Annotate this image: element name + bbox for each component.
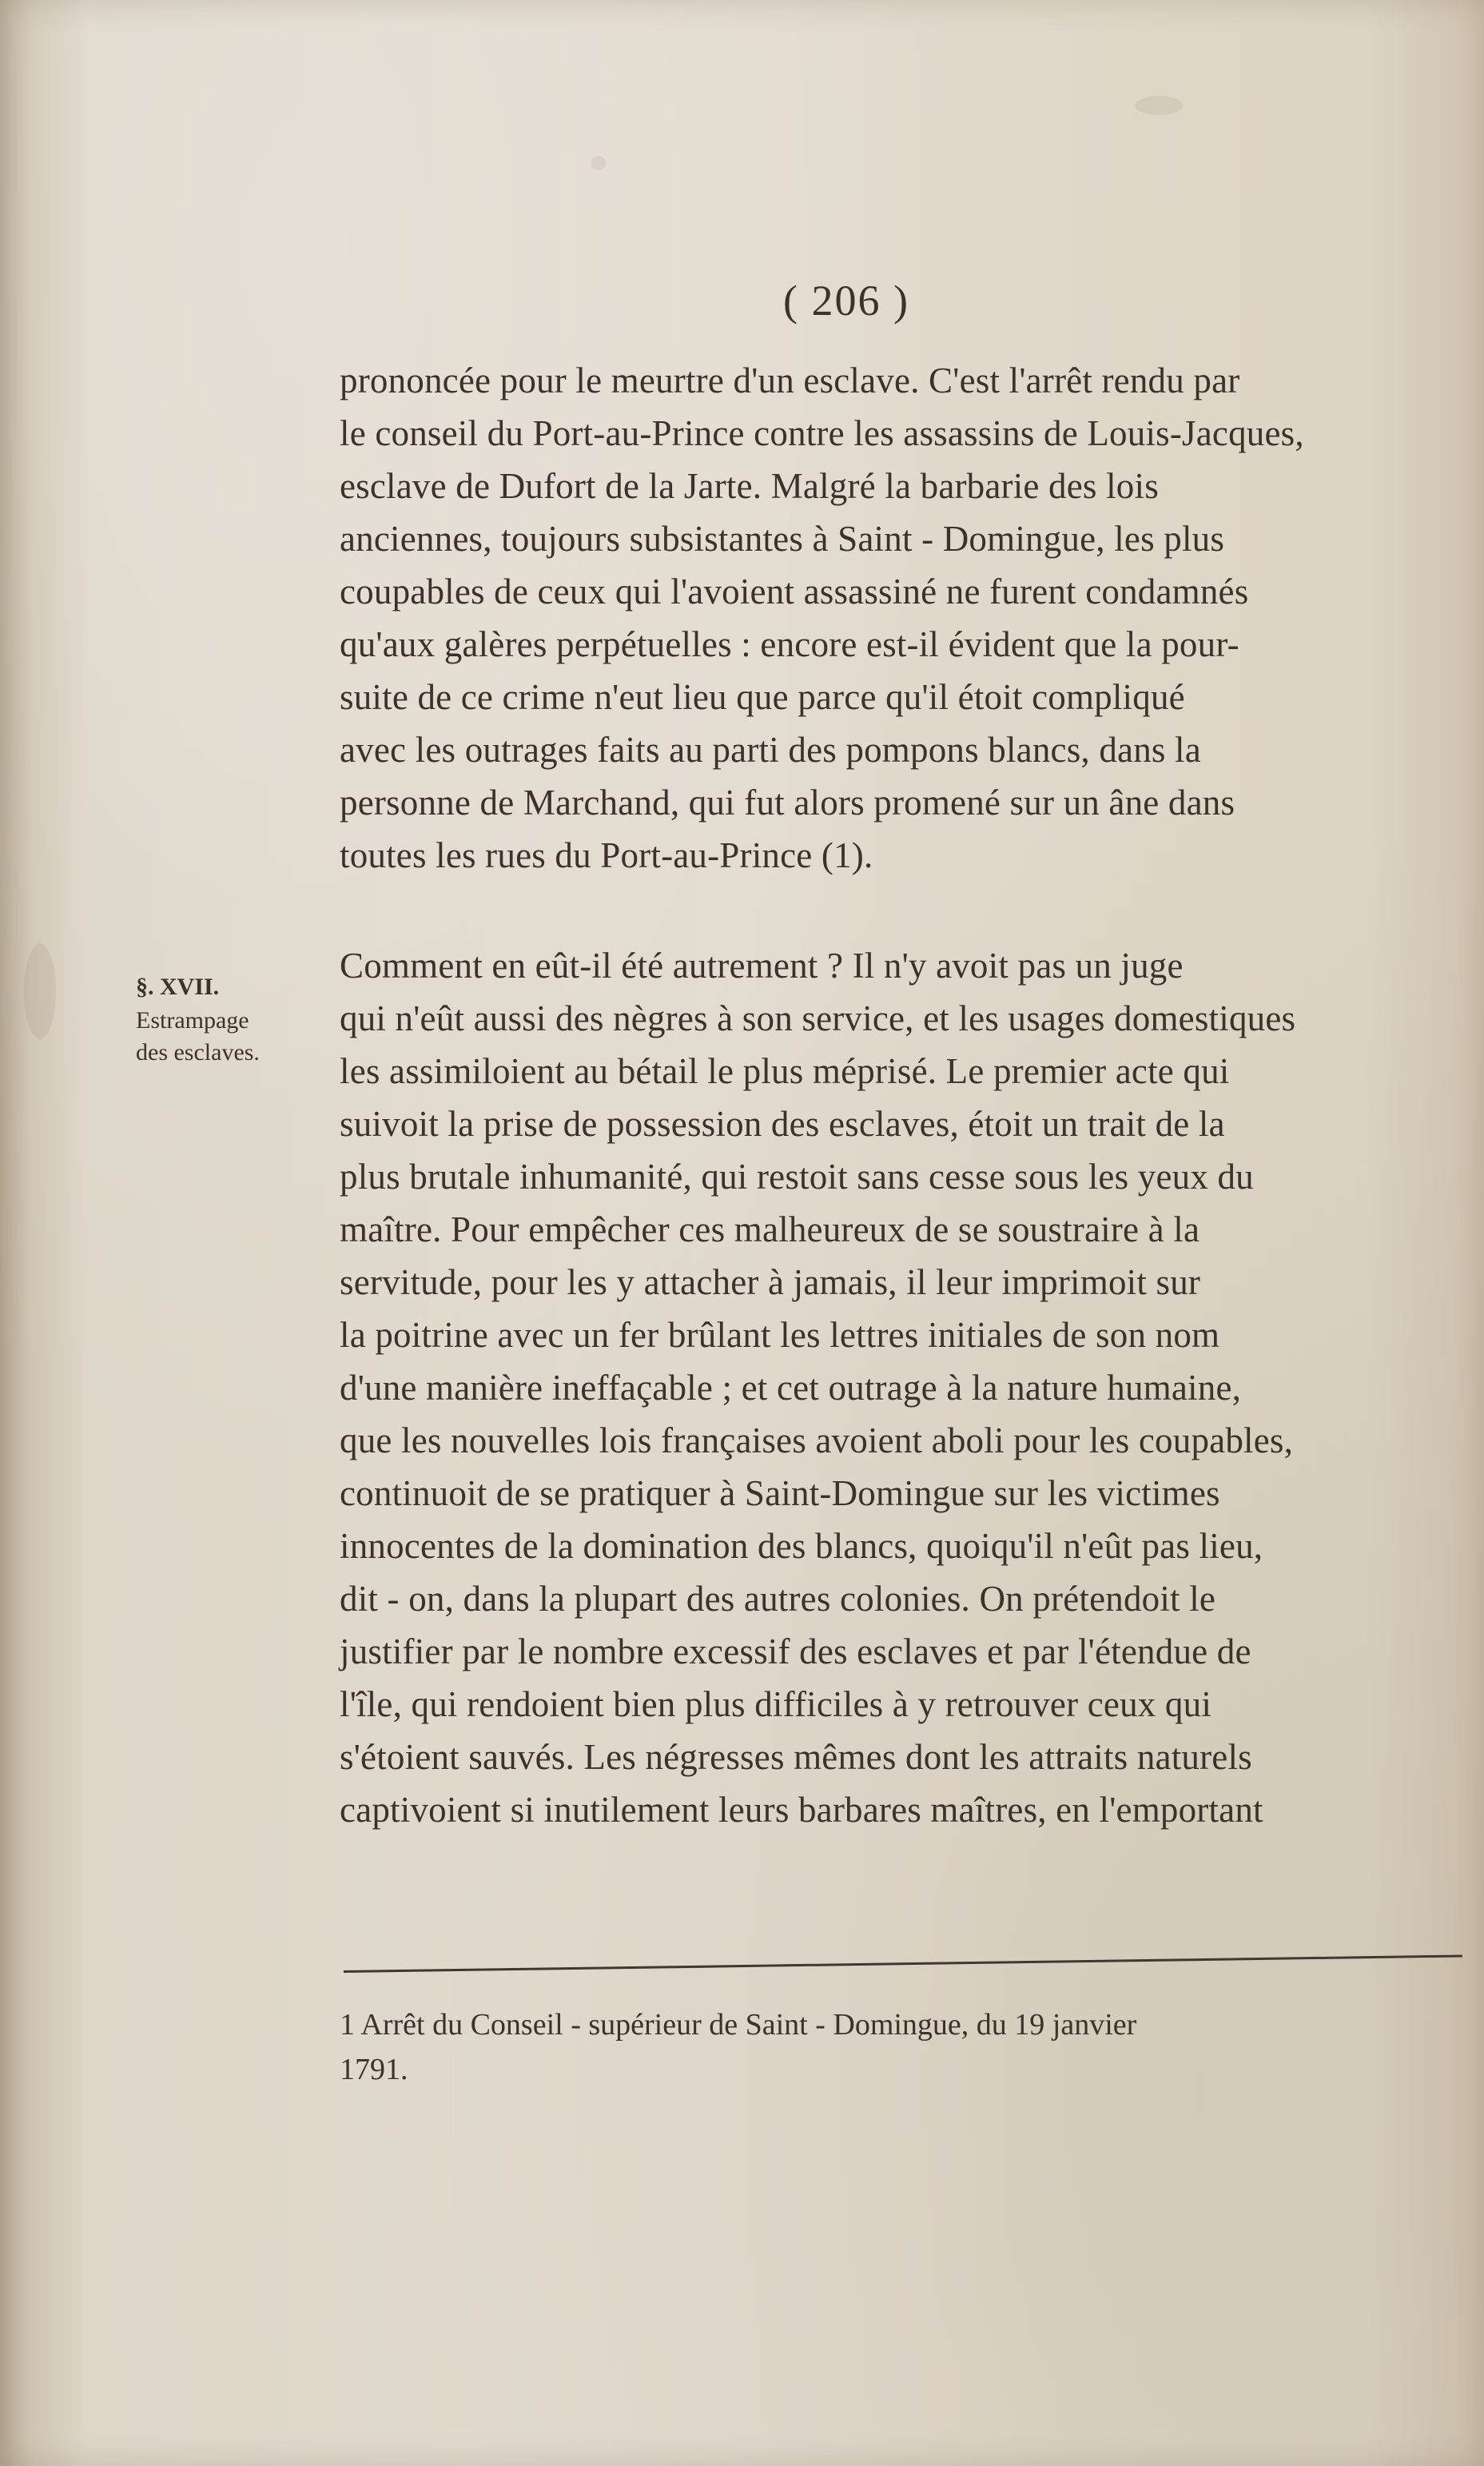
text-line: captivoient si inutilement leurs barbares maîtres, en l'emportant <box>340 1790 1263 1830</box>
section-gap <box>340 882 1474 939</box>
text-line: esclave de Dufort de la Jarte. Malgré la barbarie des lois <box>340 466 1159 506</box>
text-line: plus brutale inhumanité, qui restoit sans cesse sous les yeux du <box>340 1157 1254 1197</box>
text-line: le conseil du Port-au-Prince contre les assassins de Louis-Jacques, <box>340 413 1304 453</box>
text-line: qu'aux galères perpétuelles : encore est-il évident que la pour- <box>340 624 1239 664</box>
text-line: continuoit de se pratiquer à Saint-Domingue sur les victimes <box>340 1473 1220 1513</box>
text-line: avec les outrages faits au parti des pompons blancs, dans la <box>340 730 1201 770</box>
margin-note <box>136 971 340 1069</box>
text-line: qui n'eût aussi des nègres à son service, et les usages domestiques <box>340 998 1296 1038</box>
text-line: toutes les rues du Port-au-Prince (1). <box>340 835 873 875</box>
text-line: anciennes, toujours subsistantes à Saint - Domingue, les plus <box>340 519 1225 559</box>
footnote-line: 1 Arrêt du Conseil - supérieur de Saint - Domingue, du 19 janvier <box>340 2008 1137 2042</box>
text-line: personne de Marchand, qui fut alors promené sur un âne dans <box>340 783 1235 823</box>
text-line: innocentes de la domination des blancs, quoiqu'il n'eût pas lieu, <box>340 1526 1263 1566</box>
text-line: servitude, pour les y attacher à jamais, il leur imprimoit sur <box>340 1262 1201 1302</box>
text-line: dit - on, dans la plupart des autres colonies. On prétendoit le <box>340 1579 1216 1619</box>
text-line: suite de ce crime n'eut lieu que parce qu'il étoit compliqué <box>340 677 1185 717</box>
section-label: §. XVII. <box>136 974 220 1000</box>
paragraph-1 <box>340 354 1474 882</box>
footnote-line: 1791. <box>340 2053 408 2086</box>
main-text <box>340 354 1474 1836</box>
text-line: coupables de ceux qui l'avoient assassiné ne furent condamnés <box>340 572 1249 612</box>
margin-note-line: des esclaves. <box>136 1039 260 1066</box>
text-line: s'étoient sauvés. Les négresses mêmes dont les attraits naturels <box>340 1737 1252 1777</box>
text-line: les assimiloient au bétail le plus méprisé. Le premier acte qui <box>340 1051 1230 1091</box>
text-line: suivoit la prise de possession des esclaves, étoit un trait de la <box>340 1104 1225 1144</box>
text-line: justifier par le nombre excessif des esclaves et par l'étendue de <box>340 1631 1251 1671</box>
text-line: Comment en eût-il été autrement ? Il n'y avoit pas un juge <box>340 946 1184 986</box>
margin-note-line: Estrampage <box>136 1007 249 1034</box>
text-line: l'île, qui rendoient bien plus difficiles à y retrouver ceux qui <box>340 1684 1212 1724</box>
text-line: prononcée pour le meurtre d'un esclave. C'est l'arrêt rendu par <box>340 361 1240 400</box>
footnote-rule <box>344 1954 1462 1973</box>
paper-stain <box>1135 96 1183 115</box>
text-line: d'une manière ineffaçable ; et cet outrage à la nature humaine, <box>340 1368 1242 1408</box>
paper-stain <box>24 943 56 1039</box>
page-number: ( 206 ) <box>783 277 909 325</box>
footnote <box>340 2002 1466 2092</box>
paragraph-2 <box>340 939 1474 1836</box>
text-line: que les nouvelles lois françaises avoient aboli pour les coupables, <box>340 1420 1294 1460</box>
text-line: la poitrine avec un fer brûlant les lettres initiales de son nom <box>340 1315 1220 1355</box>
text-line: maître. Pour empêcher ces malheureux de se soustraire à la <box>340 1209 1200 1249</box>
paper-stain <box>591 156 606 170</box>
